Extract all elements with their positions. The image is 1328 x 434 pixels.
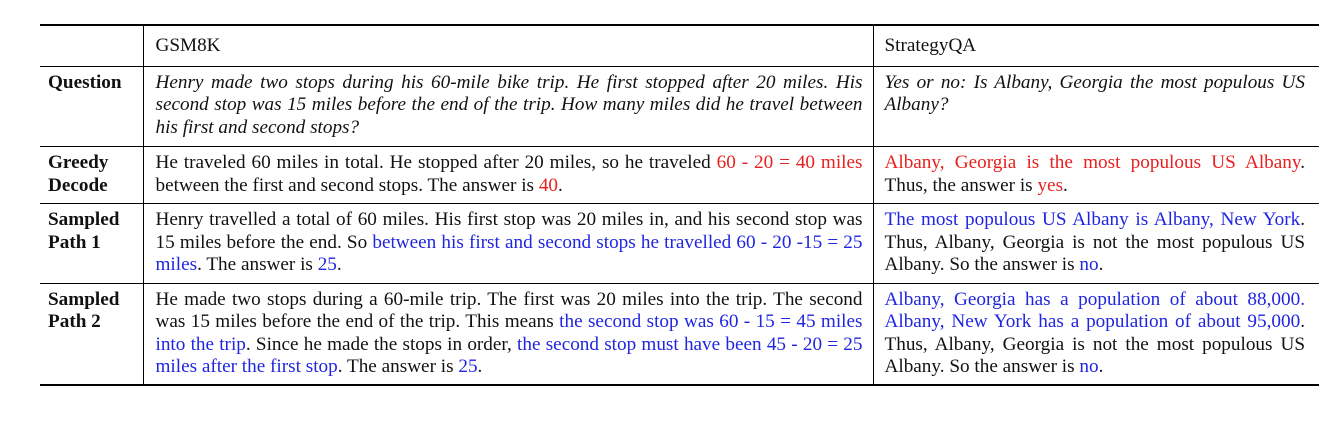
correct-reasoning-text: no [1079, 356, 1099, 377]
cell-text: . [1063, 174, 1068, 196]
row-label-line: Path 1 [48, 231, 101, 253]
incorrect-reasoning-text: yes [1037, 174, 1064, 196]
row-label-line: Path 2 [48, 311, 101, 332]
cell-text: . [558, 174, 563, 196]
cell-text: . Thus, Albany, Georgia is not the most populous US Albany. So the answer is [884, 209, 1305, 275]
cell-text: . Since he made the stops in order, [245, 333, 518, 355]
strategyqa-path1-cell [873, 204, 1319, 284]
gsm8k-greedy-cell [143, 147, 873, 204]
cell-text: . The answer is [337, 356, 459, 377]
gsm8k-path1-cell [143, 204, 873, 284]
cell-text: . [336, 254, 342, 275]
cell-text: He traveled 60 miles in total. He stopped after 20 miles, so he traveled [155, 152, 717, 173]
cell-text: between the first and second stops. The answer is [155, 174, 539, 196]
correct-reasoning-text: Albany, Georgia has a population of about 88,000. Albany, New York has a population of about 95,000 [884, 288, 1305, 332]
question-row [40, 66, 1319, 147]
cell-text: . [477, 356, 483, 377]
cell-text: Yes or no: Is Albany, Georgia the most populous US Albany? [884, 71, 1305, 115]
cell-text: Henry made two stops during his 60-mile bike trip. He first stopped after 20 miles. His second stop was 15 miles before the end of the trip. How many miles did he travel between his first and second stops? [155, 71, 863, 138]
correct-reasoning-text: 25 [458, 356, 478, 377]
strategyqa-path2-cell [873, 283, 1319, 385]
row-label-line: Question [48, 71, 122, 93]
row-label-line: Sampled [48, 209, 120, 230]
cell-text: . The answer is [197, 254, 318, 275]
cell-text: Henry travelled a total of 60 miles. His first stop was 20 miles in, and his second stop was 15 miles before the end. So [155, 209, 863, 253]
self-consistency-examples-table [40, 24, 1319, 386]
greedy-decode-row [40, 147, 1319, 204]
incorrect-reasoning-text: Albany, Georgia is the most populous US Albany [884, 152, 1301, 173]
correct-reasoning-text: 25 [317, 254, 337, 275]
cell-text: . [1098, 254, 1104, 275]
row-label-line: Sampled [48, 288, 120, 310]
incorrect-reasoning-text: 60 - 20 = 40 miles [716, 152, 863, 173]
gsm8k-path2-cell [143, 283, 873, 385]
cell-text: He made two stops during a 60-mile trip. The first was 20 miles into the trip. The second was 15 miles before the end of the trip. This means [155, 288, 863, 332]
correct-reasoning-text: The most populous US Albany is Albany, New York [884, 209, 1301, 230]
cell-text: . Thus, the answer is [884, 152, 1305, 196]
row-label-line: Greedy [48, 152, 109, 173]
correct-reasoning-text: no [1079, 254, 1099, 275]
gsm8k-question-cell [143, 66, 873, 147]
row-label-greedy-decode [40, 147, 143, 204]
strategyqa-question-cell [873, 66, 1319, 147]
header-strategyqa: StrategyQA [873, 25, 1319, 66]
header-empty-cell [40, 25, 143, 66]
row-label-line: Decode [48, 174, 108, 196]
correct-reasoning-text: the second stop must have been 45 - 20 = 25 miles after the first stop [155, 333, 863, 377]
sampled-path-2-row [40, 283, 1319, 385]
sampled-path-1-row [40, 204, 1319, 284]
row-label-sampled-path-1 [40, 204, 143, 284]
comparison-table-wrapper [40, 24, 1319, 386]
cell-text: . [1098, 356, 1104, 377]
row-label-question [40, 66, 143, 147]
header-gsm8k: GSM8K [143, 25, 873, 66]
strategyqa-greedy-cell [873, 147, 1319, 204]
correct-reasoning-text: between his first and second stops he travelled 60 - 20 -15 = 25 miles [155, 231, 863, 275]
incorrect-reasoning-text: 40 [538, 174, 558, 196]
header-row [40, 25, 1319, 66]
cell-text: . Thus, Albany, Georgia is not the most populous US Albany. So the answer is [884, 311, 1305, 377]
row-label-sampled-path-2 [40, 283, 143, 385]
correct-reasoning-text: the second stop was 60 - 15 = 45 miles into the trip [155, 311, 863, 355]
